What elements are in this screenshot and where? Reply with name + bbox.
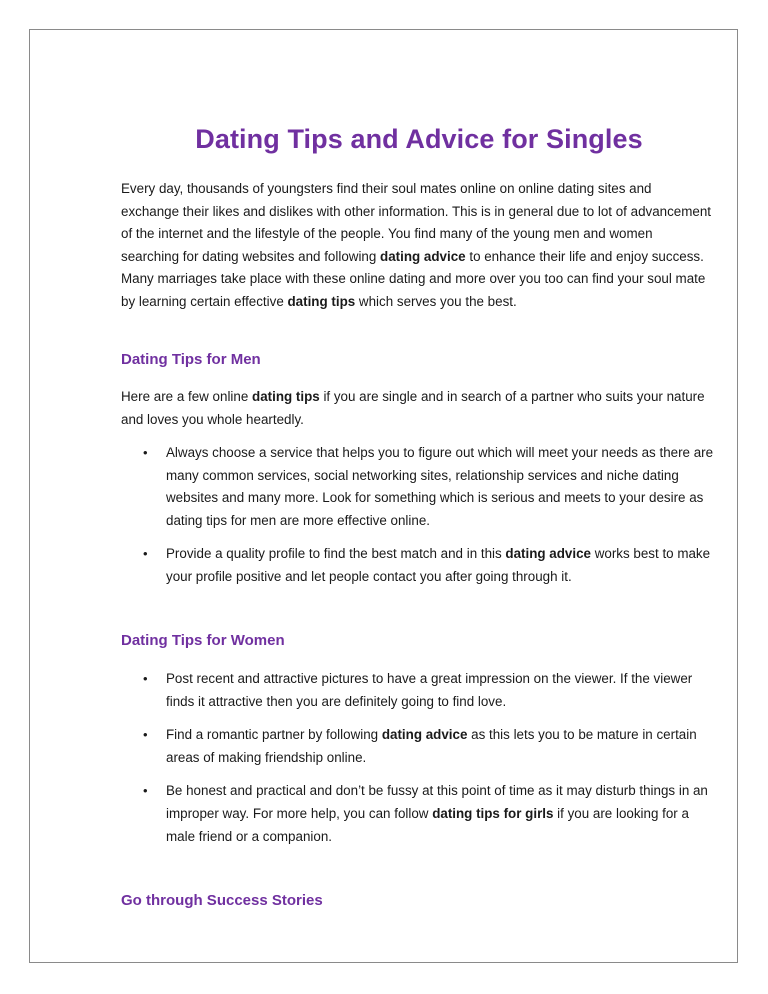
list-item	[121, 724, 721, 769]
men-bullet-2-text-1: Provide a quality profile to find the best match and in this	[166, 546, 506, 562]
list-item	[121, 780, 721, 848]
women-bullet-2-text-2: as this lets you to be mature in certain areas of making friendship online.	[166, 727, 697, 765]
men-intro-bold: dating tips	[252, 389, 320, 404]
women-tips-list	[121, 668, 721, 848]
heading-dating-tips-men: Dating Tips for Men	[121, 351, 261, 368]
bullet-icon: •	[143, 546, 148, 562]
page-title: Dating Tips and Advice for Singles	[195, 124, 643, 154]
list-spacer	[121, 532, 721, 543]
men-tips-list	[121, 442, 721, 589]
women-bullet-2-text-1: Find a romantic partner by following	[166, 727, 382, 743]
men-intro-text-1: Here are a few online	[121, 389, 253, 404]
list-spacer	[121, 769, 721, 780]
list-spacer	[121, 713, 721, 724]
document-page	[29, 29, 738, 963]
men-bullet-2-text-2: works best to make your profile positive and let people contact you after going through it.	[166, 546, 711, 584]
women-bullet-3-text-1: Be honest and practical and don’t be fussy at this point of time as it may disturb things in an improper way. For more help, you can follow	[166, 783, 708, 821]
bullet-icon: •	[143, 671, 148, 686]
women-bullet-3-text-2: if you are looking for a male friend or a companion.	[166, 805, 689, 844]
bullet-icon: •	[143, 445, 148, 460]
men-intro-text-2: if you are single and in search of a partner who suits your nature and loves you whole heartedly.	[121, 389, 705, 427]
women-bullet-1-text: Post recent and attractive pictures to have a great impression on the viewer. If the viewer finds it attractive then you are definitely going to find love.	[166, 671, 693, 709]
heading-dating-tips-women: Dating Tips for Women	[121, 632, 285, 649]
heading-success-stories: Go through Success Stories	[121, 892, 323, 909]
list-item	[121, 543, 721, 588]
men-bullet-2-bold: dating advice	[505, 546, 591, 562]
intro-text-1: Every day, thousands of youngsters find their soul mates online on online dating sites and exchange their likes and dislikes with other information. This is in general due to lot of advancement of the internet and the lifestyle of the people. You find many of the young men and women searching for dating websites and following	[121, 181, 712, 264]
bullet-icon: •	[143, 727, 148, 743]
intro-bold-dating-advice: dating advice	[380, 248, 466, 264]
women-bullet-3-bold: dating tips for girls	[432, 805, 554, 821]
list-item	[121, 668, 721, 713]
list-item	[121, 442, 721, 532]
intro-paragraph	[121, 178, 713, 314]
bullet-icon: •	[143, 783, 148, 799]
intro-text-3: which serves you the best.	[355, 293, 517, 309]
intro-bold-dating-tips: dating tips	[287, 293, 356, 309]
intro-text-2: to enhance their life and enjoy success. Many marriages take place with these online dating and more over you too can find your soul mate by learning certain effective	[121, 248, 706, 309]
women-bullet-2-bold: dating advice	[381, 727, 468, 743]
men-bullet-1-text: Always choose a service that helps you to figure out which will meet your needs as there are many common services, social networking sites, relationship services and niche dating websites and many more. Look for something which is serious and meets to your desire as dating tips for men are more effective online.	[166, 445, 714, 528]
men-intro-paragraph	[121, 386, 713, 431]
